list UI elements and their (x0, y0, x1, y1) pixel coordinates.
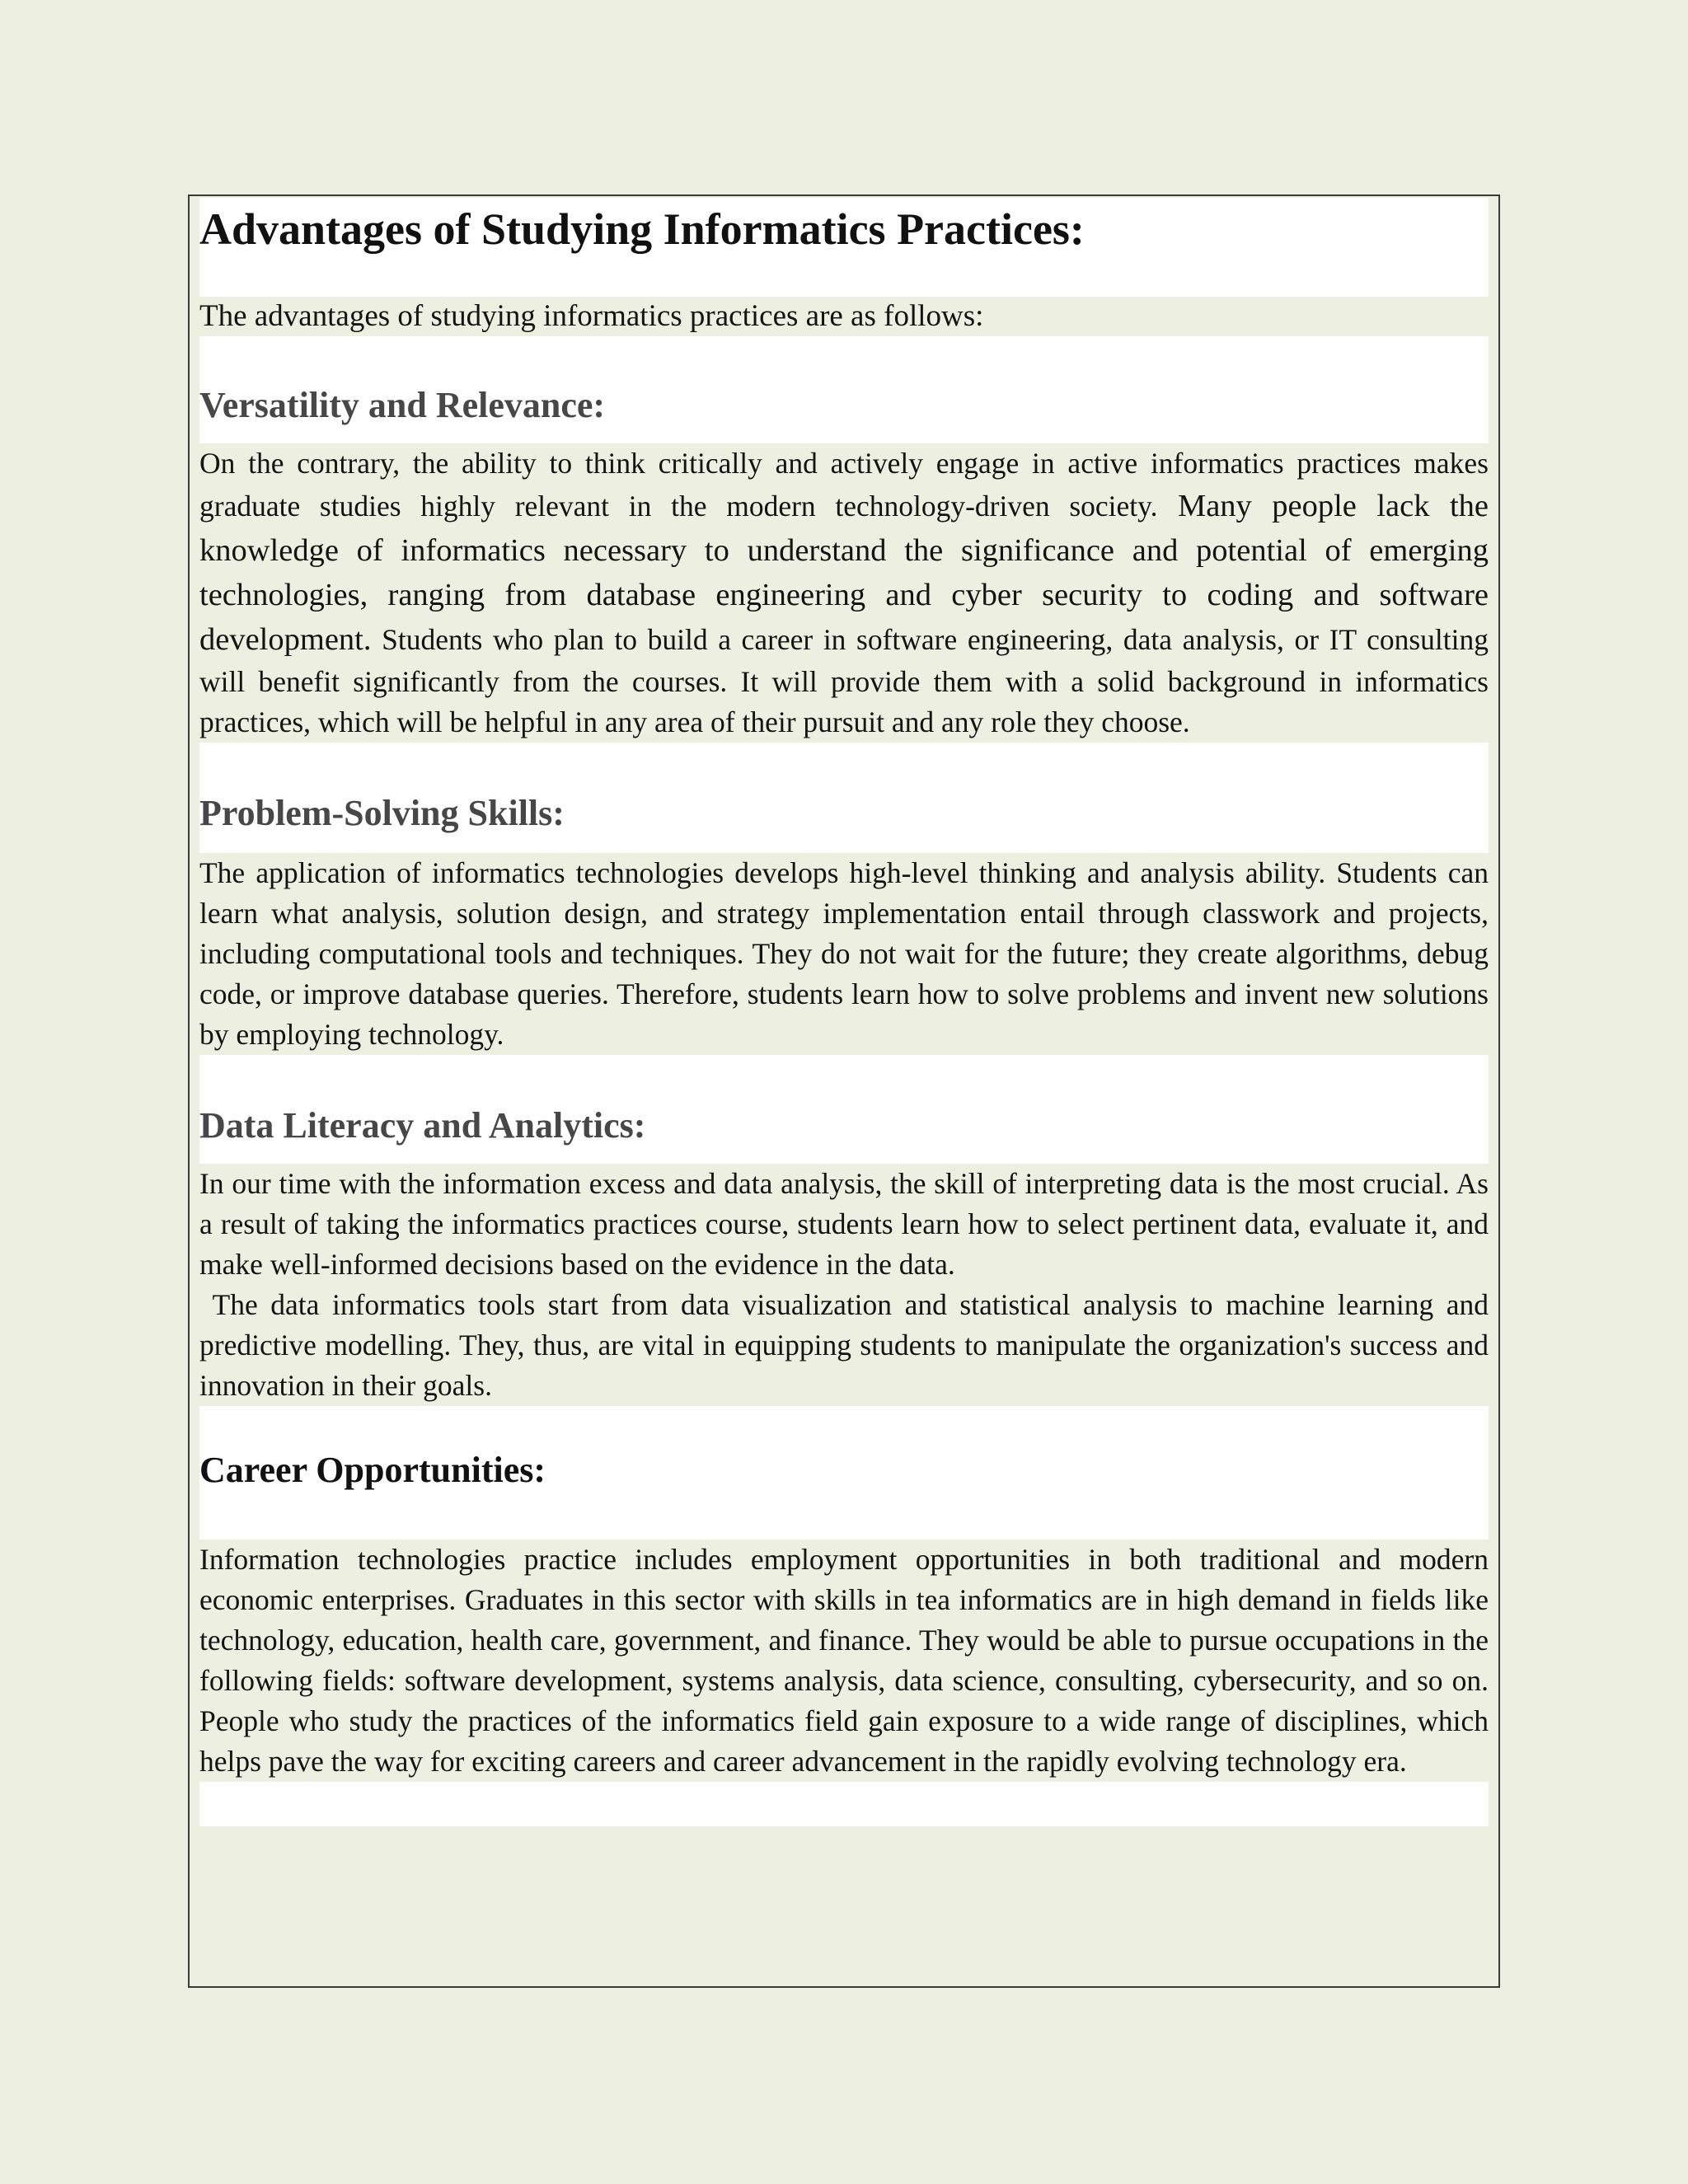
document-title: Advantages of Studying Informatics Practices: (199, 198, 1489, 297)
trailing-blank-band (199, 1782, 1489, 1826)
section-paragraph-career: Information technologies practice includes employment opportunities in both traditional and modern economic enterprises. Graduates in this sector with skills in tea informatics are in high demand in fields like technology, education, health care, government, and finance. They would be able to pursue occupations in the following fields: software development, systems analysis, data science, consulting, cybersecurity, and so on. People who study the practices of the informatics field gain exposure to a wide range of disciplines, which helps pave the way for exciting careers and career advancement in the rapidly evolving technology era. (199, 1543, 1489, 1778)
paragraph-run: Students who plan to build a career in software engineering, data analysis, or IT consulting will benefit significantly from the courses. It will provide them with a solid background in informatics practices, which will be helpful in any area of their pursuit and any role they choose. (199, 623, 1489, 738)
section-heading-career: Career Opportunities: (199, 1406, 1489, 1540)
section-heading-problem-solving: Problem-Solving Skills: (199, 743, 1489, 853)
paragraph-run-large: Many people lack the knowledge of informatics necessary to understand the significance and potential of emerging technologies, ranging from database engineering and cyber security to coding and software development. (199, 489, 1489, 657)
section-heading-versatility: Versatility and Relevance: (199, 336, 1489, 443)
intro-text: The advantages of studying informatics practices are as follows: (199, 299, 984, 333)
document-content (199, 198, 1496, 1826)
section-paragraph-versatility (199, 443, 1489, 743)
section-paragraph-problem-solving: The application of informatics technologies develops high-level thinking and analysis ability. Students can learn what analysis, solution design, and strategy implementation entail through classwork and projects, including computational tools and techniques. They do not wait for the future; they create algorithms, debug code, or improve database queries. Therefore, students learn how to solve problems and invent new solutions by employing technology. (199, 856, 1489, 1051)
section-paragraph-data-literacy-1: In our time with the information excess and data analysis, the skill of interpreting data is the most crucial. As a result of taking the informatics practices course, students learn how to select pertinent data, evaluate it, and make well-informed decisions based on the evidence in the data. (199, 1167, 1489, 1281)
paragraph-run: On the contrary, the ability to think critically and actively engage in active informatics practices makes graduate studies highly relevant in the modern technology-driven society. (199, 447, 1489, 523)
section-paragraph-data-literacy-2: The data informatics tools start from data visualization and statistical analysis to machine learning and predictive modelling. They, thus, are vital in equipping students to manipulate the organization's success and innovation in their goals. (199, 1288, 1496, 1402)
section-heading-data-literacy: Data Literacy and Analytics: (199, 1055, 1489, 1164)
